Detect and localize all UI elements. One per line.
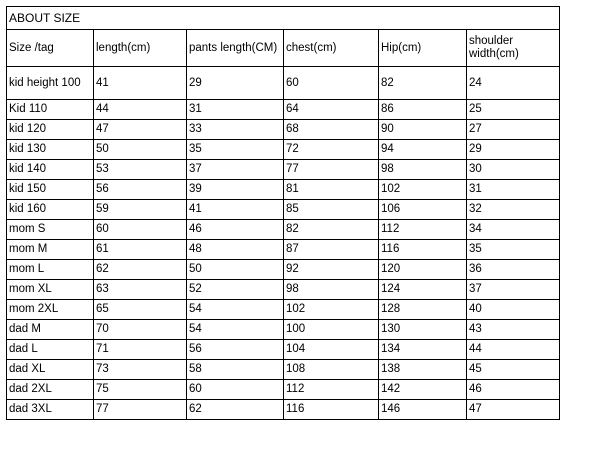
shoulder-width-cell: 47 [467, 400, 560, 420]
table-row [7, 340, 560, 360]
hip-cell: 112 [379, 220, 467, 240]
pants-length-cell: 31 [187, 100, 284, 120]
size-chart [6, 6, 559, 446]
hip-cell: 86 [379, 100, 467, 120]
table-row [7, 120, 560, 140]
shoulder-width-cell: 44 [467, 340, 560, 360]
size-cell: kid 140 [7, 160, 94, 180]
pants-length-cell: 39 [187, 180, 284, 200]
header-hip: Hip(cm) [379, 30, 467, 67]
hip-cell: 98 [379, 160, 467, 180]
chest-cell: 68 [284, 120, 379, 140]
shoulder-width-cell: 29 [467, 140, 560, 160]
hip-cell: 106 [379, 200, 467, 220]
table-row [7, 260, 560, 280]
hip-cell: 116 [379, 240, 467, 260]
size-cell: dad 3XL [7, 400, 94, 420]
hip-cell: 130 [379, 320, 467, 340]
chest-cell: 81 [284, 180, 379, 200]
table-row [7, 400, 560, 420]
shoulder-width-cell: 27 [467, 120, 560, 140]
size-cell: mom M [7, 240, 94, 260]
chest-cell: 98 [284, 280, 379, 300]
pants-length-cell: 52 [187, 280, 284, 300]
size-cell: kid 120 [7, 120, 94, 140]
table-row [7, 380, 560, 400]
shoulder-width-cell: 40 [467, 300, 560, 320]
size-table [6, 6, 560, 420]
pants-length-cell: 62 [187, 400, 284, 420]
shoulder-width-cell: 24 [467, 67, 560, 100]
size-cell: dad M [7, 320, 94, 340]
pants-length-cell: 33 [187, 120, 284, 140]
length-cell: 59 [94, 200, 187, 220]
header-shoulder-width: shoulder width(cm) [467, 30, 560, 67]
length-cell: 65 [94, 300, 187, 320]
chest-cell: 64 [284, 100, 379, 120]
size-cell: dad 2XL [7, 380, 94, 400]
table-row [7, 360, 560, 380]
length-cell: 75 [94, 380, 187, 400]
header-pants-length: pants length(CM) [187, 30, 284, 67]
size-cell: kid 150 [7, 180, 94, 200]
shoulder-width-cell: 46 [467, 380, 560, 400]
pants-length-cell: 54 [187, 320, 284, 340]
hip-cell: 134 [379, 340, 467, 360]
length-cell: 62 [94, 260, 187, 280]
pants-length-cell: 50 [187, 260, 284, 280]
table-row [7, 160, 560, 180]
length-cell: 71 [94, 340, 187, 360]
size-cell: kid height 100 [7, 67, 94, 100]
hip-cell: 128 [379, 300, 467, 320]
chest-cell: 82 [284, 220, 379, 240]
shoulder-width-cell: 43 [467, 320, 560, 340]
hip-cell: 146 [379, 400, 467, 420]
pants-length-cell: 58 [187, 360, 284, 380]
length-cell: 41 [94, 67, 187, 100]
chart-title: ABOUT SIZE [7, 7, 560, 30]
shoulder-width-cell: 36 [467, 260, 560, 280]
hip-cell: 120 [379, 260, 467, 280]
pants-length-cell: 46 [187, 220, 284, 240]
size-cell: dad XL [7, 360, 94, 380]
size-cell: mom L [7, 260, 94, 280]
pants-length-cell: 41 [187, 200, 284, 220]
table-row [7, 220, 560, 240]
length-cell: 63 [94, 280, 187, 300]
chest-cell: 92 [284, 260, 379, 280]
title-row [7, 7, 560, 30]
header-row [7, 30, 560, 67]
length-cell: 70 [94, 320, 187, 340]
pants-length-cell: 37 [187, 160, 284, 180]
hip-cell: 94 [379, 140, 467, 160]
chest-cell: 87 [284, 240, 379, 260]
size-cell: kid 160 [7, 200, 94, 220]
hip-cell: 102 [379, 180, 467, 200]
length-cell: 77 [94, 400, 187, 420]
table-row [7, 300, 560, 320]
header-length: length(cm) [94, 30, 187, 67]
length-cell: 73 [94, 360, 187, 380]
length-cell: 61 [94, 240, 187, 260]
chest-cell: 100 [284, 320, 379, 340]
hip-cell: 142 [379, 380, 467, 400]
length-cell: 44 [94, 100, 187, 120]
table-row [7, 100, 560, 120]
shoulder-width-cell: 32 [467, 200, 560, 220]
shoulder-width-cell: 37 [467, 280, 560, 300]
pants-length-cell: 56 [187, 340, 284, 360]
hip-cell: 90 [379, 120, 467, 140]
hip-cell: 138 [379, 360, 467, 380]
chest-cell: 72 [284, 140, 379, 160]
pants-length-cell: 29 [187, 67, 284, 100]
table-row [7, 280, 560, 300]
shoulder-width-cell: 30 [467, 160, 560, 180]
pants-length-cell: 48 [187, 240, 284, 260]
length-cell: 53 [94, 160, 187, 180]
size-cell: mom XL [7, 280, 94, 300]
pants-length-cell: 54 [187, 300, 284, 320]
chest-cell: 102 [284, 300, 379, 320]
length-cell: 50 [94, 140, 187, 160]
hip-cell: 124 [379, 280, 467, 300]
length-cell: 47 [94, 120, 187, 140]
chest-cell: 85 [284, 200, 379, 220]
table-row [7, 140, 560, 160]
shoulder-width-cell: 35 [467, 240, 560, 260]
header-size-tag: Size /tag [7, 30, 94, 67]
shoulder-width-cell: 34 [467, 220, 560, 240]
shoulder-width-cell: 45 [467, 360, 560, 380]
chest-cell: 116 [284, 400, 379, 420]
chest-cell: 112 [284, 380, 379, 400]
shoulder-width-cell: 25 [467, 100, 560, 120]
table-row [7, 67, 560, 100]
length-cell: 56 [94, 180, 187, 200]
length-cell: 60 [94, 220, 187, 240]
size-cell: dad L [7, 340, 94, 360]
chest-cell: 104 [284, 340, 379, 360]
pants-length-cell: 35 [187, 140, 284, 160]
chest-cell: 60 [284, 67, 379, 100]
table-row [7, 320, 560, 340]
hip-cell: 82 [379, 67, 467, 100]
chest-cell: 77 [284, 160, 379, 180]
size-cell: kid 130 [7, 140, 94, 160]
table-row [7, 200, 560, 220]
table-row [7, 180, 560, 200]
size-cell: mom S [7, 220, 94, 240]
size-cell: Kid 110 [7, 100, 94, 120]
table-row [7, 240, 560, 260]
chest-cell: 108 [284, 360, 379, 380]
pants-length-cell: 60 [187, 380, 284, 400]
size-cell: mom 2XL [7, 300, 94, 320]
shoulder-width-cell: 31 [467, 180, 560, 200]
header-chest: chest(cm) [284, 30, 379, 67]
